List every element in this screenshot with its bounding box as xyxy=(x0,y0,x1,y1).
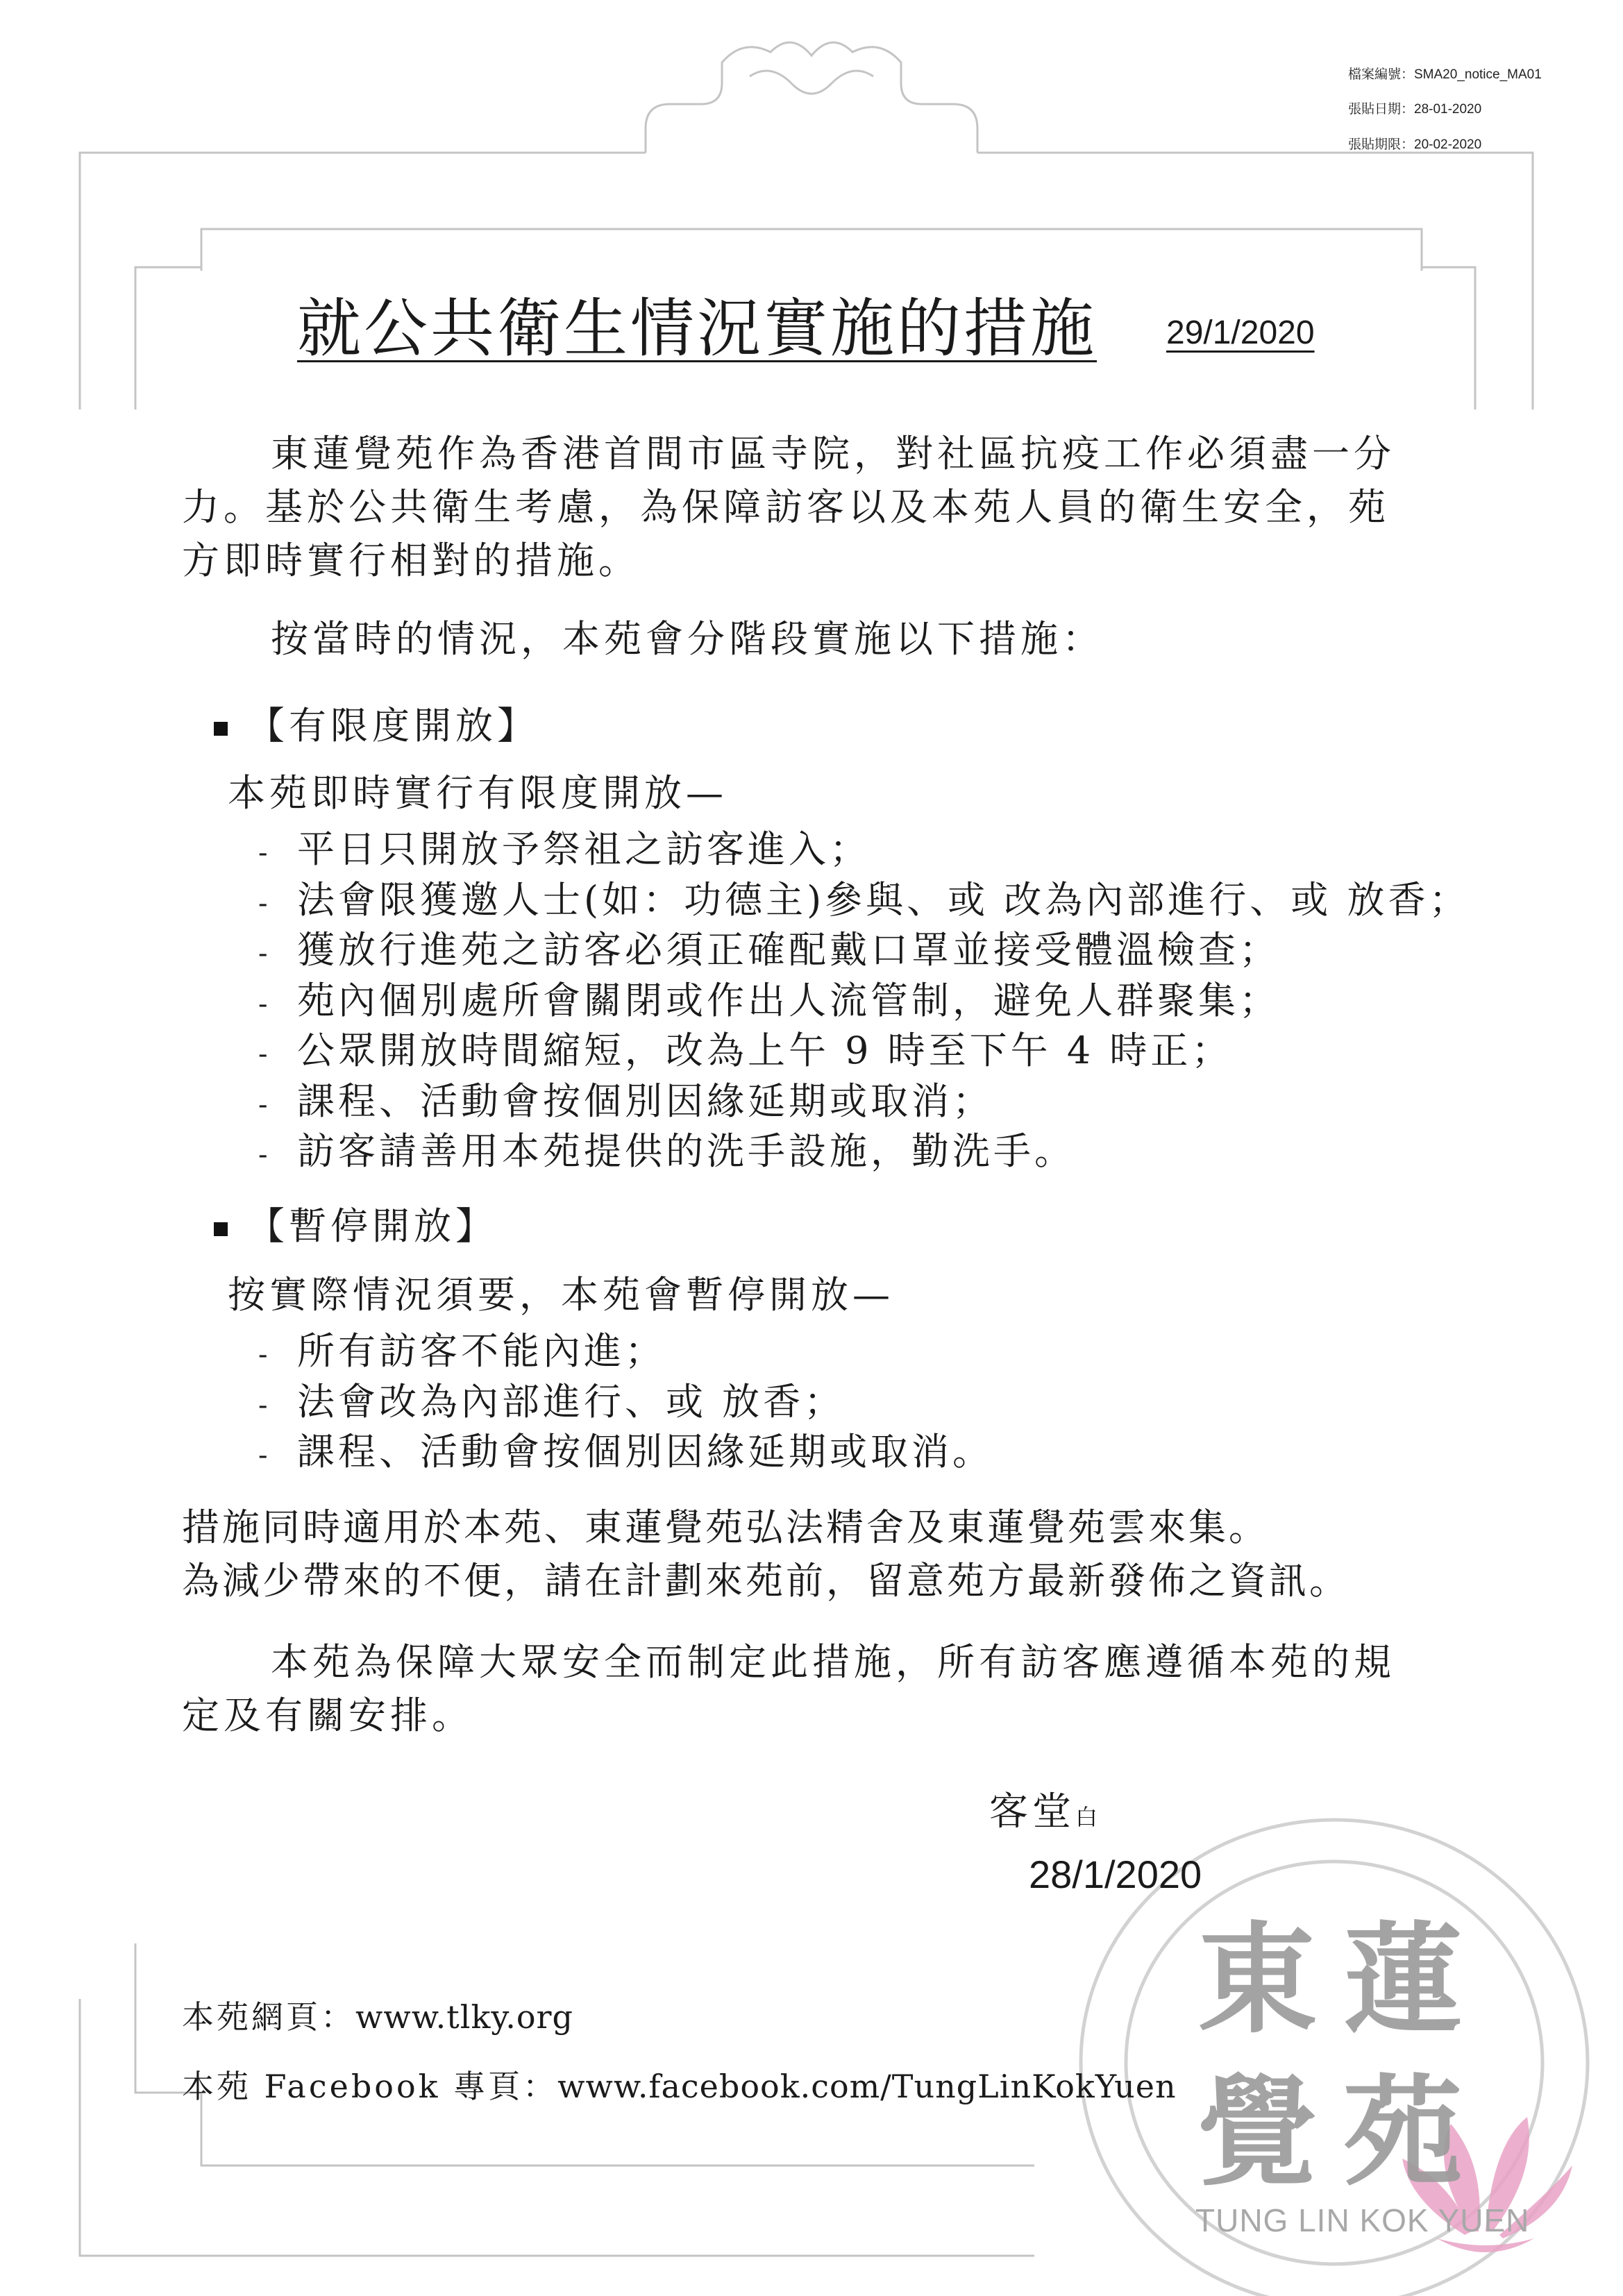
logo-english-name: TUNG LIN KOK YUEN xyxy=(1195,2202,1530,2238)
closing-line-2: 定及有關安排。 xyxy=(182,1694,473,1737)
website-line: 本苑網頁：www.tlky.org xyxy=(182,1998,573,2036)
logo-char-2: 蓮 xyxy=(1343,1909,1463,2050)
facebook-link[interactable]: www.facebook.com/TungLinKokYuen xyxy=(557,2068,1177,2105)
list-item: - 訪客請善用本苑提供的洗手設施，勤洗手。 xyxy=(258,1129,1075,1173)
list-item: - 法會改為內部進行、或 放香； xyxy=(258,1379,846,1424)
square-bullet-icon xyxy=(214,1222,228,1236)
logo-char-4: 苑 xyxy=(1343,2061,1463,2202)
intro-line-3: 方即時實行相對的措施。 xyxy=(182,539,640,582)
list-item: - 獲放行進苑之訪客必須正確配戴口罩並接受體溫檢查； xyxy=(258,928,1280,972)
website-link[interactable]: www.tlky.org xyxy=(355,1998,573,2036)
post-date: 張貼日期：28-01-2020 xyxy=(1348,102,1482,117)
logo-char-3: 覺 xyxy=(1197,2061,1317,2202)
apply-line-2: 為減少帶來的不便，請在計劃來苑前，留意苑方最新發佈之資訊。 xyxy=(182,1559,1349,1603)
intro-line-1: 東蓮覺苑作為香港首間市區寺院，對社區抗疫工作必須盡一分 xyxy=(271,432,1395,475)
list-item: - 苑內個別處所會關閉或作出人流管制，避免人群聚集； xyxy=(258,978,1280,1022)
list-item: - 平日只開放予祭祖之訪客進入； xyxy=(258,827,871,871)
stage-intro: 按當時的情況，本苑會分階段實施以下措施： xyxy=(271,617,1104,661)
list-item: - 課程、活動會按個別因緣延期或取消； xyxy=(258,1079,993,1123)
list-item: - 法會限獲邀人士(如：功德主)參與、或 改為內部進行、或 放香； xyxy=(258,877,1470,922)
square-bullet-icon xyxy=(214,722,228,736)
section-lead-suspended: 按實際情況須要，本苑會暫停開放— xyxy=(228,1273,894,1317)
list-item: - 公眾開放時間縮短，改為上午 9 時至下午 4 時正； xyxy=(258,1029,1233,1072)
post-deadline: 張貼期限：20-02-2020 xyxy=(1348,137,1482,152)
signature: 客堂白 xyxy=(989,1789,1098,1834)
facebook-line: 本苑 Facebook 專頁：www.facebook.com/TungLinKokYuen xyxy=(182,2068,1177,2105)
section-lead-limited: 本苑即時實行有限度開放— xyxy=(228,771,728,815)
list-item: - 課程、活動會按個別因緣延期或取消。 xyxy=(258,1430,993,1474)
suspended-measures-list xyxy=(258,1326,993,1478)
file-number: 檔案編號：SMA20_notice_MA01 xyxy=(1348,67,1542,82)
section-heading-suspended: 【暫停開放】 xyxy=(214,1197,497,1250)
closing-line-1: 本苑為保障大眾安全而制定此措施，所有訪客應遵循本苑的規 xyxy=(271,1640,1395,1684)
logo-char-1: 東 xyxy=(1197,1909,1317,2050)
list-item: - 所有訪客不能內進； xyxy=(258,1329,666,1373)
apply-line-1: 措施同時適用於本苑、東蓮覺苑弘法精舍及東蓮覺苑雲來集。 xyxy=(182,1505,1269,1549)
limited-measures-list xyxy=(258,825,1470,1177)
section-heading-limited: 【有限度開放】 xyxy=(214,696,539,750)
signature-date: 28/1/2020 xyxy=(1029,1852,1202,1896)
intro-line-2: 力。基於公共衛生考慮，為保障訪客以及本苑人員的衛生安全，苑 xyxy=(182,485,1390,529)
title-date: 29/1/2020 xyxy=(1166,314,1315,351)
page-title: 就公共衛生情況實施的措施 xyxy=(297,292,1098,366)
